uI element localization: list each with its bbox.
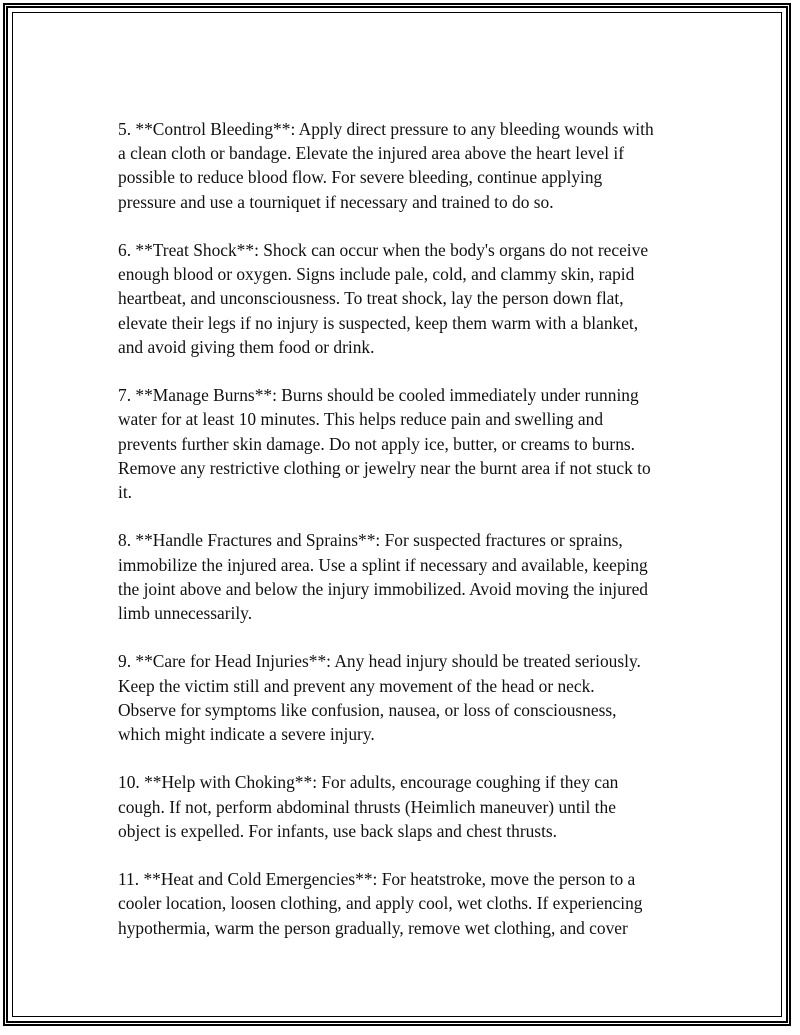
paragraph-treat-shock: 6. **Treat Shock**: Shock can occur when the body's organs do not receive enough blood or oxygen. Signs include pale, cold, and clammy skin, rapid heartbeat, and unconsciousness. To treat shock, lay the person down flat, elevate their legs if no injury is suspected, keep them warm with a blanket, and avoid giving them food or drink.	[118, 240, 649, 357]
paragraph-manage-burns: 7. **Manage Burns**: Burns should be cooled immediately under running water for at least 10 minutes. This helps reduce pain and swelling and prevents further skin damage. Do not apply ice, butter, or creams to burns. Remove any restrictive clothing or jewelry near the burnt area if not stuck to it.	[118, 385, 651, 503]
paragraph-head-injuries: 9. **Care for Head Injuries**: Any head injury should be treated seriously. Keep the victim still and prevent any movement of the head or neck. Observe for symptoms like confusion, nausea, or loss of consciousness, which might indicate a severe injury.	[118, 651, 641, 745]
paragraph-control-bleeding: 5. **Control Bleeding**: Apply direct pressure to any bleeding wounds with a clean cloth or bandage. Elevate the injured area above the heart level if possible to reduce blood flow. For severe bleeding, continue applying pressure and use a tourniquet if necessary and trained to do so.	[118, 119, 654, 212]
paragraph-choking: 10. **Help with Choking**: For adults, encourage coughing if they can cough. If not, perform abdominal thrusts (Heimlich maneuver) until the object is expelled. For infants, use back slaps and chest thrusts.	[118, 772, 619, 841]
paragraph-fractures-sprains: 8. **Handle Fractures and Sprains**: For suspected fractures or sprains, immobilize the injured area. Use a splint if necessary and available, keeping the joint above and below the injury immobilized. Avoid moving the injured limb unnecessarily.	[118, 530, 648, 624]
document-body	[118, 117, 698, 964]
paragraph-heat-cold: 11. **Heat and Cold Emergencies**: For heatstroke, move the person to a cooler location, loosen clothing, and apply cool, wet cloths. If experiencing hypothermia, warm the person gradually, remove wet clothing, and cover	[118, 869, 643, 938]
